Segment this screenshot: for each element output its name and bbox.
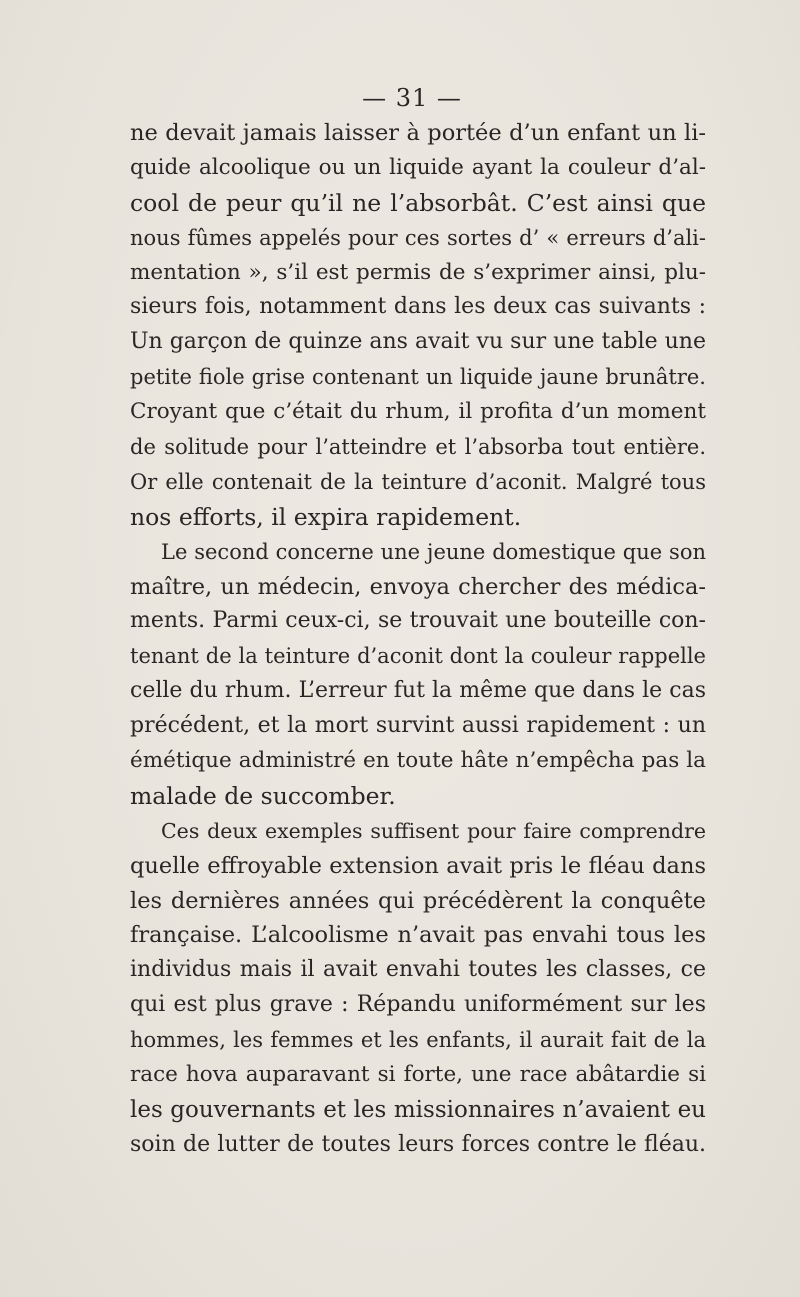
- text-line: malade de succomber.: [130, 781, 396, 810]
- text-line: Or elle contenait de la teinture d’aconit. Malgré tous: [130, 469, 706, 494]
- text-line: émétique administré en toute hâte n’empêcha pas la: [130, 748, 706, 774]
- text-line: Ces deux exemples suffisent pour faire comprendre: [161, 818, 706, 843]
- text-line: individus mais il avait envahi toutes les classes, ce: [130, 957, 706, 983]
- page-number: — 31 —: [362, 84, 462, 112]
- text-line: qui est plus grave : Répandu uniformément sur les: [130, 992, 706, 1018]
- text-line: Un garçon de quinze ans avait vu sur une table une: [130, 329, 706, 355]
- text-line: quelle effroyable extension avait pris le fléau dans: [130, 852, 706, 879]
- text-line: sieurs fois, notamment dans les deux cas suivants :: [130, 294, 706, 320]
- text-line: mentation », s’il est permis de s’exprimer ainsi, plu-: [130, 259, 706, 285]
- text-line: nous fûmes appelés pour ces sortes d’ « erreurs d’ali-: [130, 225, 706, 250]
- text-line: Le second concerne une jeune domestique que son: [161, 539, 706, 564]
- text-line: race hova auparavant si forte, une race abâtardie si: [130, 1062, 706, 1088]
- text-line: les dernières années qui précédèrent la conquête: [130, 887, 706, 914]
- text-line: maître, un médecin, envoya chercher des médica-: [130, 573, 706, 600]
- text-line: quide alcoolique ou un liquide ayant la couleur d’al-: [130, 154, 706, 180]
- text-line: cool de peur qu’il ne l’absorbât. C’est ainsi que: [130, 188, 706, 217]
- text-line: précédent, et la mort survint aussi rapidement : un: [130, 713, 706, 739]
- text-line: celle du rhum. L’erreur fut la même que dans le cas: [130, 678, 706, 704]
- text-line: soin de lutter de toutes leurs forces contre le fléau.: [130, 1131, 706, 1157]
- text-line: française. L’alcoolisme n’avait pas envahi tous les: [130, 922, 706, 949]
- text-line: hommes, les femmes et les enfants, il aurait fait de la: [130, 1028, 706, 1053]
- text-line: de solitude pour l’atteindre et l’absorba tout entière.: [130, 435, 706, 460]
- text-line: Croyant que c’était du rhum, il profita d’un moment: [130, 399, 706, 425]
- text-line: ments. Parmi ceux-ci, se trouvait une bouteille con-: [130, 608, 706, 634]
- text-line: tenant de la teinture d’aconit dont la couleur rappelle: [130, 644, 706, 669]
- text-line: ne devait jamais laisser à portée d’un enfant un li-: [130, 120, 706, 146]
- body-text: [130, 116, 706, 1163]
- text-line: les gouvernants et les missionnaires n’avaient eu: [130, 1096, 706, 1123]
- text-line: petite fiole grise contenant un liquide jaune brunâtre.: [130, 365, 706, 390]
- text-line: nos efforts, il expira rapidement.: [130, 502, 522, 531]
